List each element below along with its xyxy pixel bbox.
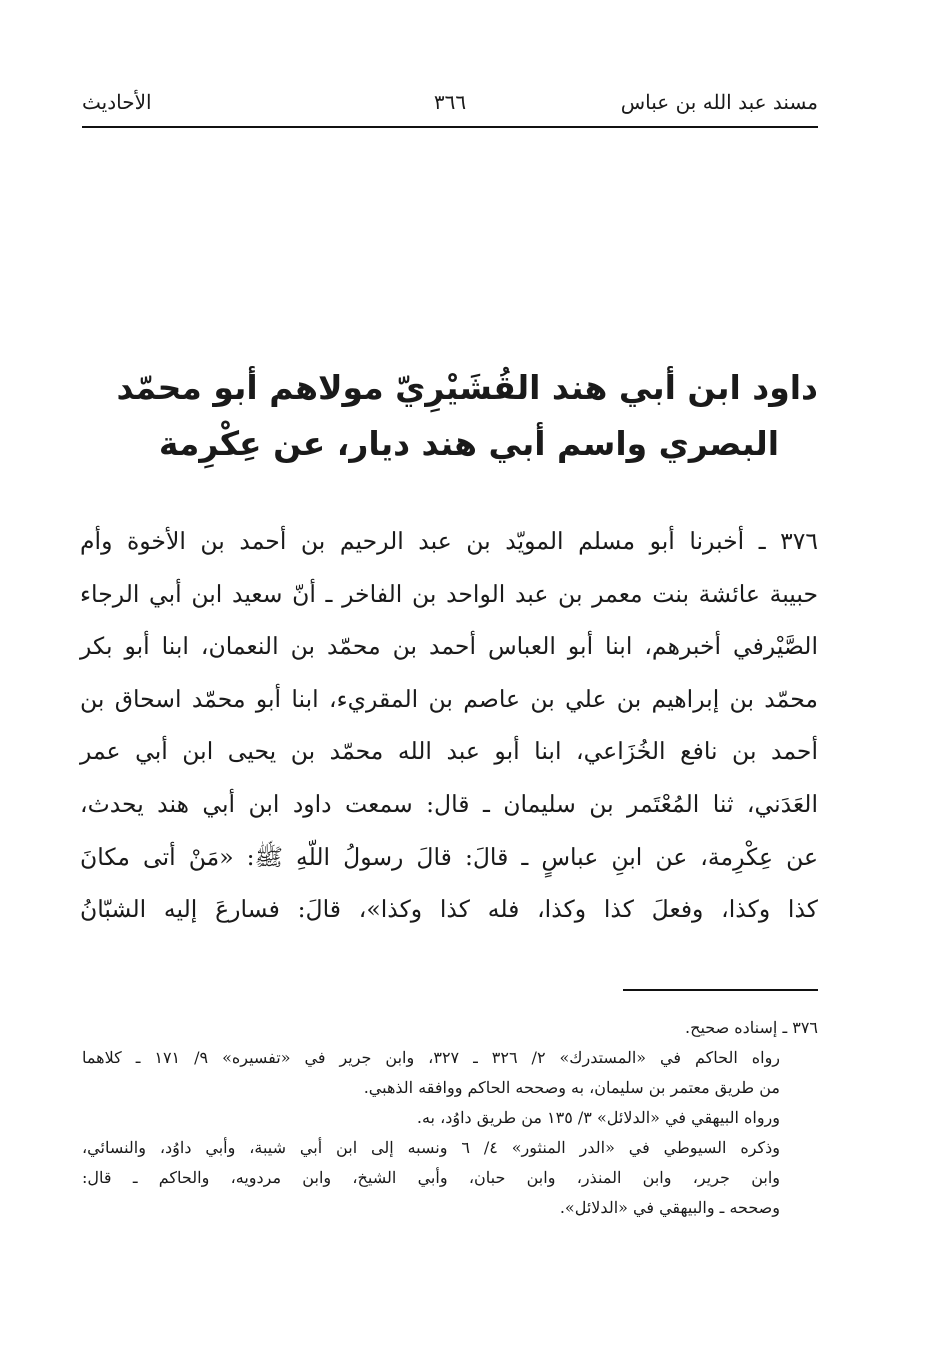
footnote-line: ٣٧٦ ـ إسناده صحيح.	[685, 1018, 818, 1037]
chapter-title	[116, 360, 818, 472]
footnote-line: وابن جرير، وابن المنذر، وابن حبان، وأبي الشيخ، وابن مردويه، والحاكم ـ قال:	[82, 1168, 780, 1187]
section-title: الأحاديث	[82, 90, 152, 114]
hadith-line: العَدَني، ثنا المُعْتَمر بن سليمان ـ قال: سمعت داود ابن أبي هند يحدث،	[80, 789, 818, 818]
header-rule	[82, 126, 818, 128]
hadith-line: الصَّيْرفي أخبرهم، ابنا أبو العباس أحمد بن محمّد بن النعمان، ابنا أبو بكر	[80, 632, 818, 661]
footnotes	[82, 1013, 818, 1223]
page-number: ٣٦٦	[433, 90, 467, 114]
footnote-line: وذكره السيوطي في «الدر المنثور» ٤/ ٦ ونسبه إلى ابن أبي شيبة، وأبي داوُد، والنسائي،	[82, 1138, 781, 1157]
hadith-text	[80, 515, 818, 936]
footnote-line: من طريق معتمر بن سليمان، به وصححه الحاكم ووافقه الذهبي.	[363, 1078, 780, 1097]
hadith-line: عن عِكْرِمة، عن ابنِ عباسٍ ـ قالَ: قالَ رسولُ اللّهِ ﷺ: «مَنْ أتى مكانَ	[80, 842, 818, 871]
footnote-separator	[623, 989, 818, 991]
hadith-line: حبيبة عائشة بنت معمر بن عبد الواحد بن الفاخر ـ أنّ سعيد ابن أبي الرجاء	[80, 579, 818, 608]
footnote-line: ورواه البيهقي في «الدلائل» ٣/ ١٣٥ من طريق داوُد، به.	[416, 1108, 780, 1127]
footnote-line: وصححه ـ والبيهقي في «الدلائل».	[559, 1198, 780, 1217]
chapter-title-line: البصري واسم أبي هند ديار، عن عِكْرِمة	[158, 424, 780, 463]
book-title: مسند عبد الله بن عباس	[620, 90, 818, 114]
hadith-line: كذا وكذا، وفعلَ كذا وكذا، فله كذا وكذا»، قالَ: فسارعَ إليه الشبّانُ	[80, 895, 818, 924]
hadith-line: محمّد بن إبراهيم بن علي بن عاصم بن المقريء، ابنا أبو محمّد اسحاق بن	[80, 684, 818, 713]
running-header	[82, 90, 818, 124]
hadith-line: أحمد بن نافع الخُزَاعي، ابنا أبو عبد الله محمّد بن يحيى ابن أبي عمر	[80, 737, 818, 766]
hadith-line: ٣٧٦ ـ أخبرنا أبو مسلم المويّد بن عبد الرحيم بن أحمد بن الأخوة وأم	[80, 527, 818, 555]
chapter-title-line: داود ابن أبي هند القُشَيْرِيّ مولاهم أبو محمّد	[116, 368, 818, 407]
footnote-line: رواه الحاكم في «المستدرك» ٢/ ٣٢٦ ـ ٣٢٧، وابن جرير في «تفسيره» ٩/ ١٧١ ـ كلاهما	[82, 1048, 781, 1067]
